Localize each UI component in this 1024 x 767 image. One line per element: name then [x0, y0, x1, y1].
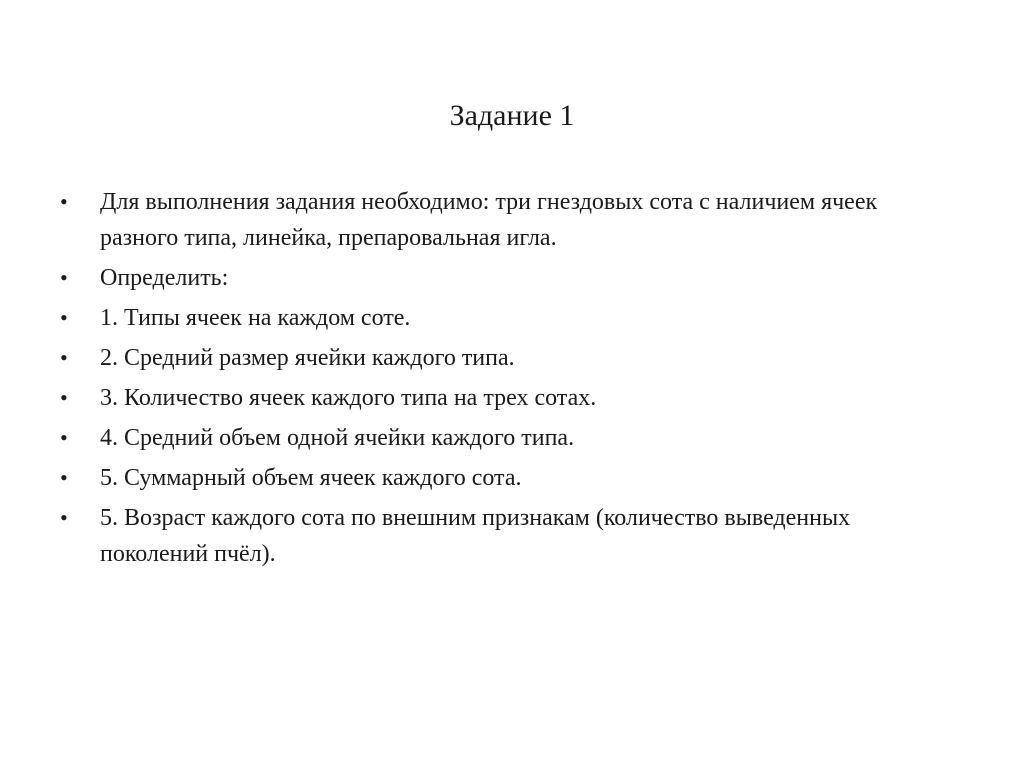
- bullet-icon: •: [60, 345, 68, 370]
- list-item: [60, 460, 920, 496]
- list-item-text: 3. Количество ячеек каждого типа на трех сотах.: [100, 385, 597, 411]
- bullet-icon: •: [60, 305, 68, 330]
- list-item: [60, 420, 920, 456]
- list-item: [60, 380, 920, 416]
- bullet-list: [60, 184, 920, 576]
- bullet-icon: •: [60, 189, 68, 214]
- bullet-icon: •: [60, 465, 68, 490]
- list-item-text: 5. Возраст каждого сота по внешним признакам (количество выведенных поколений пчёл).: [100, 505, 851, 567]
- slide-title: Задание 1: [449, 99, 575, 133]
- list-item-text: 2. Средний размер ячейки каждого типа.: [100, 345, 515, 371]
- bullet-icon: •: [60, 265, 68, 290]
- bullet-icon: •: [60, 505, 68, 530]
- list-item: [60, 184, 920, 256]
- bullet-icon: •: [60, 425, 68, 450]
- list-item: [60, 500, 920, 572]
- list-item-text: 4. Средний объем одной ячейки каждого типа.: [100, 425, 575, 451]
- list-item-text: Определить:: [100, 265, 229, 291]
- list-item: [60, 300, 920, 336]
- list-item: [60, 340, 920, 376]
- list-item-text: Для выполнения задания необходимо: три гнездовых сота с наличием ячеек разного типа, линейка, препаровальная игла.: [100, 189, 878, 251]
- list-item: [60, 260, 920, 296]
- list-item-text: 5. Суммарный объем ячеек каждого сота.: [100, 465, 522, 491]
- bullet-icon: •: [60, 385, 68, 410]
- list-item-text: 1. Типы ячеек на каждом соте.: [100, 305, 411, 331]
